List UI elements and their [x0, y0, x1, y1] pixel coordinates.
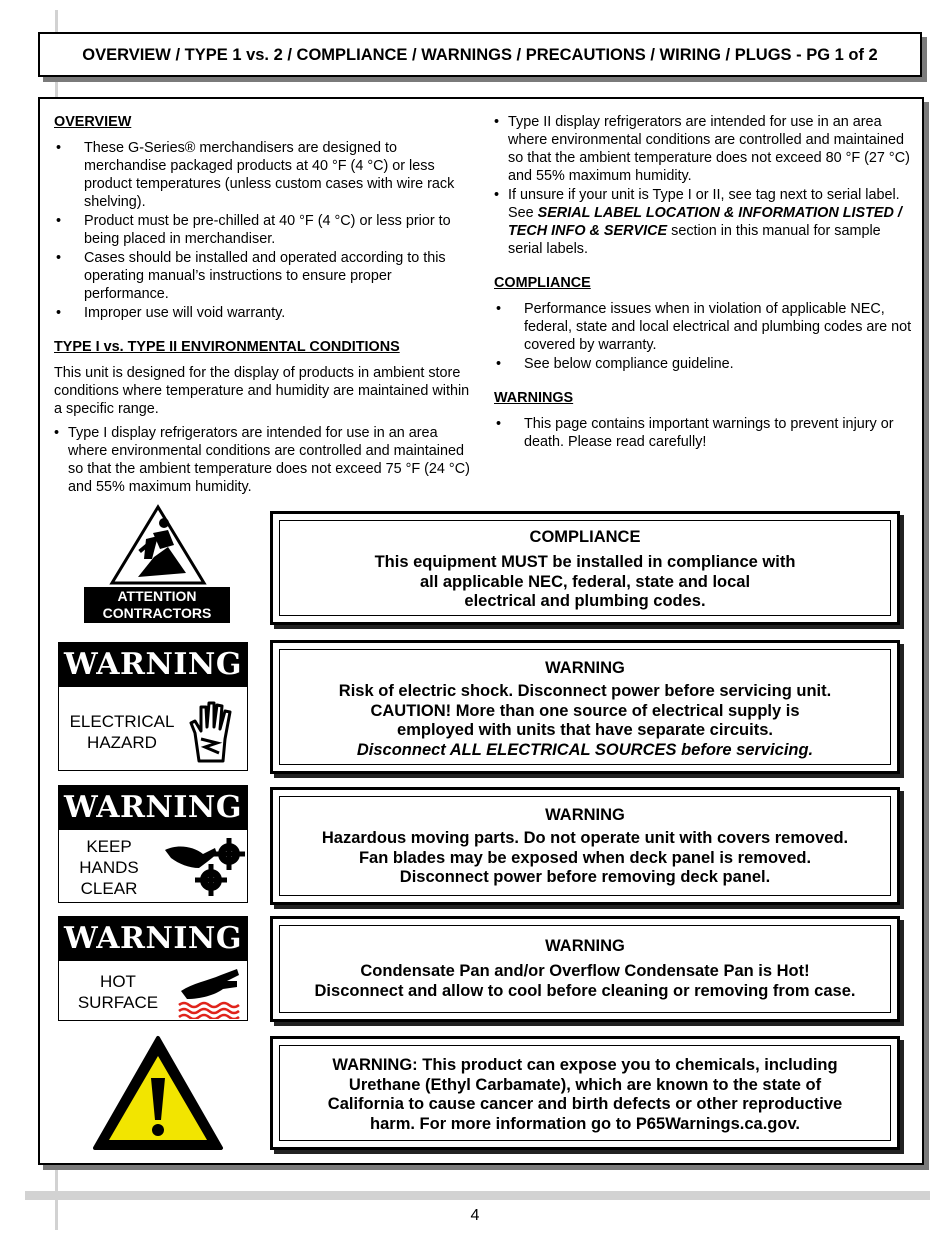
environment-heading: TYPE I vs. TYPE II ENVIRONMENTAL CONDITIONS: [54, 339, 400, 355]
compliance-notice-box: [270, 511, 900, 625]
list-item: • Cases should be installed and operated according to this operating manual’s instructions to ensure proper performance.: [54, 249, 474, 303]
page-number: 4: [470, 1207, 480, 1224]
electrical-warning-text: Risk of electric shock. Disconnect power before servicing unit. CAUTION! More than one source of electrical supply is employed with units that have separate circuits. Disconnect ALL ELECTRICAL SOURCES before servicing.: [338, 682, 832, 759]
page-header-title: OVERVIEW / TYPE 1 vs. 2 / COMPLIANCE / WARNINGS / PRECAUTIONS / WIRING / PLUGS - PG 1 of 2: [82, 46, 878, 64]
hot-surface-warning-box: [270, 916, 900, 1022]
list-item: • Product must be pre-chilled at 40 °F (4 °C) or less prior to being placed in merchandiser.: [54, 212, 474, 248]
page-header: [38, 32, 922, 77]
prop65-warning-text: WARNING: This product can expose you to chemicals, including Urethane (Ethyl Carbamate), which are known to the state of California to cause cancer and birth defects or other reproductive harm. For more information go to P65Warnings.ca.gov.: [327, 1056, 843, 1133]
attention-contractors-label: ATTENTION CONTRACTORS: [84, 587, 230, 623]
environment-intro: This unit is designed for the display of products in ambient store conditions where temperature and humidity are maintained within a specific range.: [54, 365, 470, 417]
list-item: • See below compliance guideline.: [494, 355, 914, 373]
warning-banner: WARNING: [59, 643, 247, 687]
content-frame: [38, 97, 924, 1165]
list-item: • If unsure if your unit is Type I or II, see tag next to serial label. See SERIAL LABEL LOCATION & INFORMATION LISTED / TECH INFO & SERVICE section in this manual for sample serial labels.: [494, 186, 914, 258]
hot-surface-warning-title: WARNING: [545, 937, 625, 955]
list-item: • Type II display refrigerators are intended for use in an area where environmental conditions are controlled and maintained so that the ambient temperature does not exceed 80 °F (27 °C) and 55% maximum humidity.: [494, 113, 914, 185]
moving-parts-warning-box: [270, 787, 900, 905]
type1-list: [54, 424, 474, 496]
compliance-notice-text: This equipment MUST be installed in compliance with all applicable NEC, federal, state and local electrical and plumbing codes.: [374, 553, 796, 610]
electric-hand-icon: [187, 699, 239, 765]
electrical-hazard-sign: [58, 642, 248, 771]
keep-hands-clear-label: KEEP HANDS CLEAR: [79, 837, 139, 898]
manual-section-reference: SERIAL LABEL LOCATION & INFORMATION LISTED / TECH INFO & SERVICE: [508, 205, 902, 239]
attention-contractors-icon: [108, 503, 208, 587]
right-column: [494, 113, 914, 452]
hot-surface-sign: [58, 916, 248, 1021]
moving-parts-warning-text: Hazardous moving parts. Do not operate unit with covers removed. Fan blades may be exposed when deck panel is removed. Disconnect power before removing deck panel.: [321, 829, 849, 886]
compliance-notice-title: COMPLIANCE: [529, 528, 641, 546]
warning-banner: WARNING: [59, 786, 247, 830]
prop65-warning-box: [270, 1036, 900, 1150]
compliance-list: [494, 300, 914, 373]
type-list: [494, 113, 914, 258]
warnings-list: [494, 415, 914, 451]
hot-surface-icon: [177, 965, 243, 1019]
overview-list: [54, 139, 474, 322]
hot-surface-label: HOT SURFACE: [77, 972, 159, 1012]
list-item: • These G-Series® merchandisers are designed to merchandise packaged products at 40 °F (4 °C) or less product temperatures (unless custom cases with wire rack shelving).: [54, 139, 474, 211]
overview-heading: OVERVIEW: [54, 114, 132, 130]
keep-hands-clear-sign: [58, 785, 248, 903]
list-item: • This page contains important warnings to prevent injury or death. Please read carefully!: [494, 415, 914, 451]
electrical-warning-box: [270, 640, 900, 774]
list-item: • Improper use will void warranty.: [54, 304, 474, 322]
list-item: • Type I display refrigerators are intended for use in an area where environmental conditions are controlled and maintained so that the ambient temperature does not exceed 75 °F (24 °C) and 55% maximum humidity.: [54, 424, 474, 496]
electrical-hazard-label: ELECTRICAL HAZARD: [69, 712, 175, 752]
list-item: • Performance issues when in violation of applicable NEC, federal, state and local electrical and plumbing codes are not covered by warranty.: [494, 300, 914, 354]
caution-triangle-icon: [91, 1034, 225, 1152]
left-column: [54, 113, 474, 497]
compliance-heading: COMPLIANCE: [494, 275, 591, 291]
hot-surface-warning-text: Condensate Pan and/or Overflow Condensate Pan is Hot! Disconnect and allow to cool before cleaning or removing from case.: [314, 962, 856, 1000]
warning-banner: WARNING: [59, 917, 247, 961]
electrical-warning-title: WARNING: [545, 659, 625, 677]
warnings-heading: WARNINGS: [494, 390, 574, 406]
footer-rule: [25, 1191, 930, 1200]
hand-gears-icon: [159, 834, 245, 900]
moving-parts-warning-title: WARNING: [545, 806, 625, 824]
